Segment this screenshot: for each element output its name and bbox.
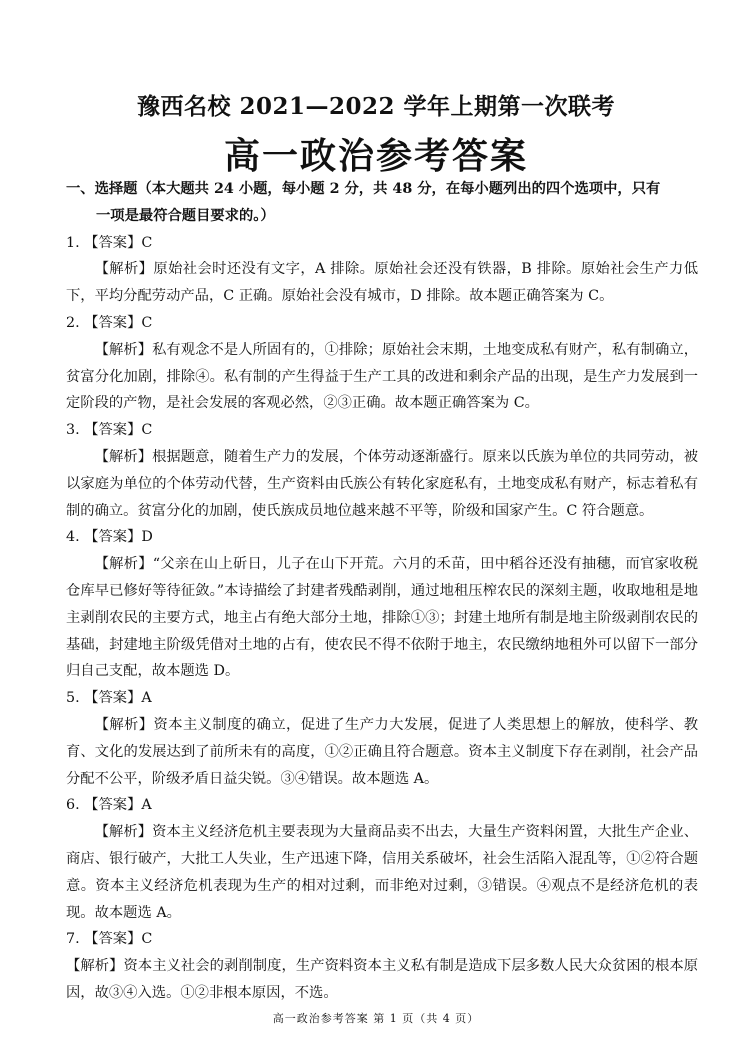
- explanation-1: 【解析】原始社会时还没有文字，A 排除。原始社会还没有铁器，B 排除。原始社会生产力低下，平均分配劳动产品，C 正确。原始社会没有城市，D 排除。故本题正确答案为 C。: [66, 261, 698, 305]
- explanation-5: 【解析】资本主义制度的确立，促进了生产力大发展，促进了人类思想上的解放，使科学、教育、文化的发展达到了前所未有的高度，①②正确且符合题意。资本主义制度下存在剥削，社会产品分配不公平，阶级矛盾日益尖锐。③④错误。故本题选 A。: [66, 716, 698, 787]
- section-heading: [66, 176, 698, 230]
- answer-5: 5. 【答案】A: [66, 690, 152, 707]
- school-exam-title: 豫西名校 2021—2022 学年上期第一次联考: [136, 93, 616, 120]
- explanation-6: 【解析】资本主义经济危机主要表现为大量商品卖不出去，大量生产资料闲置，大批生产企业、商店、银行破产，大批工人失业，生产迅速下降，信用关系破坏，社会生活陷入混乱等，①②符合题意。资本主义经济危机表现为生产的相对过剩，而非绝对过剩，③错误。④观点不是经济危机的表现。故本题选 A。: [66, 824, 698, 921]
- explanation-2: 【解析】私有观念不是人所固有的，①排除；原始社会末期，土地变成私有财产，私有制确立，贫富分化加剧，排除④。私有制的产生得益于生产工具的改进和剩余产品的出现，是生产力发展到一定阶段的产物，是社会发展的客观必然，②③正确。故本题正确答案为 C。: [66, 341, 698, 412]
- answer-7: 7. 【答案】C: [66, 931, 153, 948]
- explanation-3: 【解析】根据题意，随着生产力的发展，个体劳动逐渐盛行。原来以氏族为单位的共同劳动，被以家庭为单位的个体劳动代替，生产资料由氏族公有转化家庭私有，土地变成私有财产，标志着私有制的确立。贫富分化的加剧，使氏族成员地位越来越不平等，阶级和国家产生。C 符合题意。: [66, 448, 698, 519]
- document-title: 高一政治参考答案: [223, 136, 528, 177]
- answer-6: 6. 【答案】A: [66, 797, 152, 814]
- page-footer: 高一政治参考答案 第 1 页（共 4 页）: [272, 1012, 480, 1025]
- answer-2: 2. 【答案】C: [66, 314, 153, 331]
- section-heading-line2: 一项是最符合题目要求的。）: [96, 207, 275, 224]
- section-heading-line1: 一、选择题（本大题共 24 小题，每小题 2 分，共 48 分，在每小题列出的四个选项中，只有: [66, 181, 661, 197]
- answer-3: 3. 【答案】C: [66, 422, 153, 439]
- answer-1: 1. 【答案】C: [66, 234, 153, 251]
- answer-body: [66, 176, 698, 1007]
- explanation-7: 【解析】资本主义社会的剥削制度，生产资料资本主义私有制是造成下层多数人民大众贫困的根本原因，故③④入选。①②非根本原因，不选。: [66, 958, 698, 1001]
- answer-4: 4. 【答案】D: [66, 529, 153, 546]
- explanation-4: 【解析】“父亲在山上斫日，儿子在山下开荒。六月的禾苗，田中稻谷还没有抽穗，而官家收税仓库早已修好等待征敛。”本诗描绘了封建者残酷剥削，通过地租压榨农民的深刻主题，收取地租是地主剥削农民的主要方式，地主占有绝大部分土地，排除①③；封建土地所有制是地主阶级剥削农民的基础，封建地主阶级凭借对土地的占有，使农民不得不依附于地主，农民缴纳地租外可以留下一部分归自己支配，故本题选 D。: [66, 556, 698, 680]
